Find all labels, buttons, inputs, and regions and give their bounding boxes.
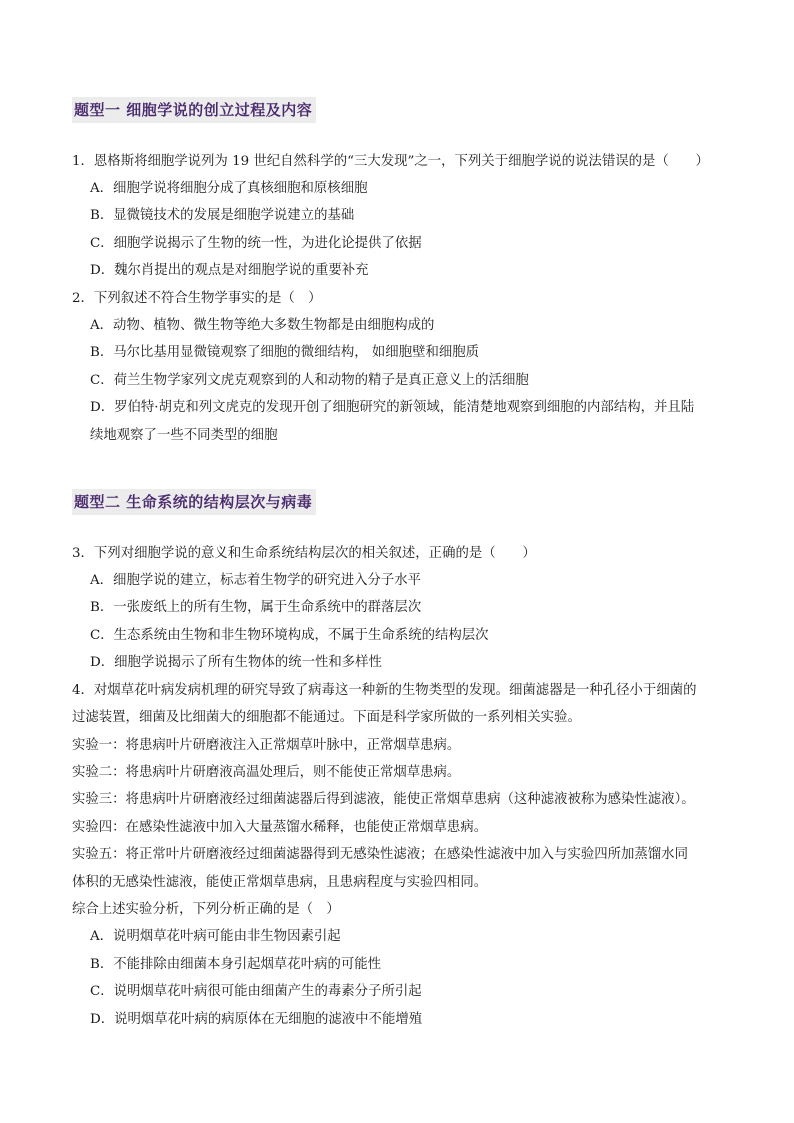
- experiment-2: 实验二：将患病叶片研磨液高温处理后，则不能使正常烟草患病。: [72, 765, 461, 780]
- experiment-1: 实验一：将患病叶片研磨液注入正常烟草叶脉中，正常烟草患病。: [72, 738, 461, 753]
- question-1-stem: 1．恩格斯将细胞学说列为 19 世纪自然科学的“三大发现”之一，下列关于细胞学说的说法错误的是（ ）: [72, 154, 709, 169]
- question-1-option-d: D．魏尔肖提出的观点是对细胞学说的重要补充: [90, 263, 369, 278]
- question-4-option-b: B．不能排除由细菌本身引起烟草花叶病的可能性: [90, 957, 382, 972]
- question-4-prompt: 综合上述实验分析，下列分析正确的是（ ）: [72, 902, 340, 917]
- question-4-option-d: D．说明烟草花叶病的病原体在无细胞的滤液中不能增殖: [90, 1012, 423, 1027]
- question-3-option-b: B．一张废纸上的所有生物，属于生命系统中的群落层次: [90, 600, 422, 615]
- question-4-option-a: A．说明烟草花叶病可能由非生物因素引起: [90, 929, 341, 944]
- question-1-option-b: B．显微镜技术的发展是细胞学说建立的基础: [90, 208, 355, 223]
- question-2-option-c: C．荷兰生物学家列文虎克观察到的人和动物的精子是真正意义上的活细胞: [90, 373, 529, 388]
- question-4-stem-line-1: 4．对烟草花叶病发病机理的研究导致了病毒这一种新的生物类型的发现。细菌滤器是一种孔径小于细菌的: [72, 683, 697, 698]
- question-2-option-a: A．动物、植物、微生物等绝大多数生物都是由细胞构成的: [90, 318, 435, 333]
- question-2-option-b: B．马尔比基用显微镜观察了细胞的微细结构， 如细胞壁和细胞质: [90, 345, 480, 360]
- question-3-stem: 3．下列对细胞学说的意义和生命系统结构层次的相关叙述，正确的是（ ）: [72, 546, 536, 561]
- question-1-option-a: A．细胞学说将细胞分成了真核细胞和原核细胞: [90, 181, 368, 196]
- section-title-2: 题型二 生命系统的结构层次与病毒: [72, 489, 316, 515]
- question-3-option-d: D．细胞学说揭示了所有生物体的统一性和多样性: [90, 655, 382, 670]
- question-2-option-d-continued: 续地观察了一些不同类型的细胞: [90, 428, 278, 443]
- question-3-option-c: C．生态系统由生物和非生物环境构成，不属于生命系统的结构层次: [90, 628, 489, 643]
- question-2-option-d: D．罗伯特·胡克和列文虎克的发现开创了细胞研究的新领域，能清楚地观察到细胞的内部结构，并且陆: [90, 400, 695, 415]
- experiment-3: 实验三：将患病叶片研磨液经过细菌滤器后得到滤液，能使正常烟草患病（这种滤液被称为感染性滤液）。: [72, 792, 695, 807]
- question-1-option-c: C．细胞学说揭示了生物的统一性，为进化论提供了依据: [90, 236, 422, 251]
- experiment-4: 实验四：在感染性滤液中加入大量蒸馏水稀释，也能使正常烟草患病。: [72, 820, 488, 835]
- experiment-5-line-2: 体积的无感染性滤液，能使正常烟草患病，且患病程度与实验四相同。: [72, 875, 488, 890]
- question-4-option-c: C．说明烟草花叶病很可能由细菌产生的毒素分子所引起: [90, 984, 422, 999]
- experiment-5-line-1: 实验五：将正常叶片研磨液经过细菌滤器得到无感染性滤液；在感染性滤液中加入与实验四所加蒸馏水同: [72, 847, 688, 862]
- question-3-option-a: A．细胞学说的建立，标志着生物学的研究进入分子水平: [90, 573, 422, 588]
- question-2-stem: 2．下列叙述不符合生物学事实的是（ ）: [72, 291, 322, 306]
- question-4-stem-line-2: 过滤装置，细菌及比细菌大的细胞都不能通过。下面是科学家所做的一系列相关实验。: [72, 710, 581, 725]
- section-title-1: 题型一 细胞学说的创立过程及内容: [72, 97, 316, 123]
